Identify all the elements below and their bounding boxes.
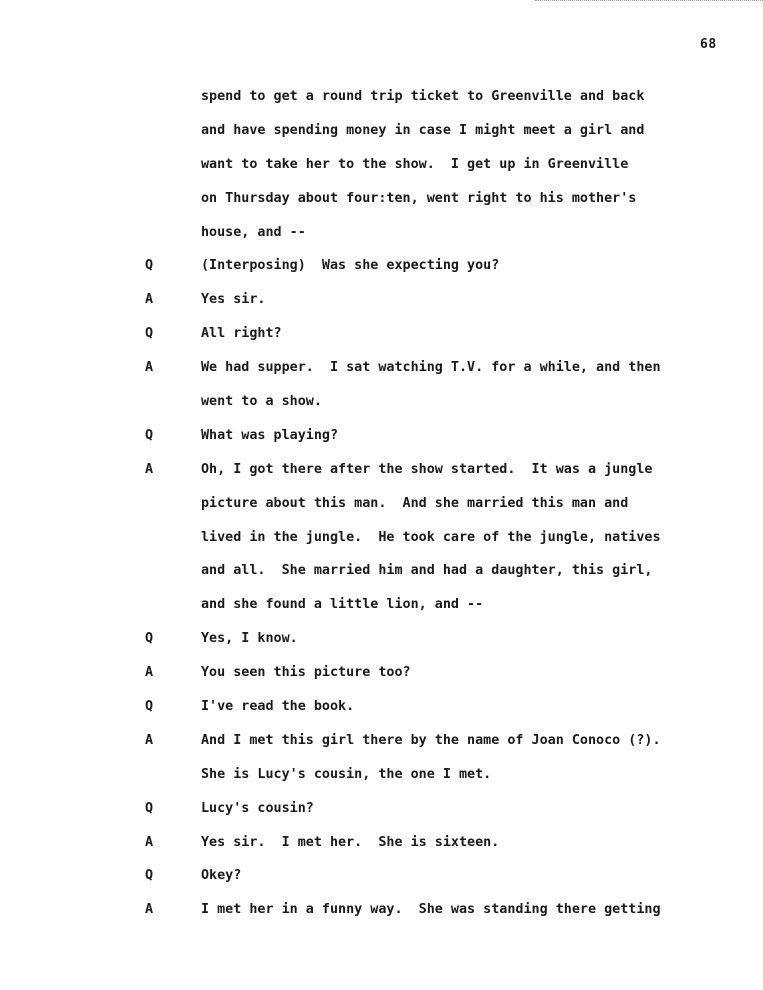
transcript-line <box>0 324 763 358</box>
line-text: picture about this man. And she married this man and <box>201 495 629 511</box>
speaker-label: A <box>145 665 154 681</box>
speaker-label: Q <box>145 631 154 647</box>
transcript-line <box>0 866 763 900</box>
line-text: You seen this picture too? <box>201 665 411 681</box>
line-text: want to take her to the show. I get up in Greenville <box>201 156 629 172</box>
transcript-line <box>0 223 763 257</box>
transcript-line <box>0 561 763 595</box>
transcript-line <box>0 663 763 697</box>
line-text: lived in the jungle. He took care of the jungle, natives <box>201 529 661 545</box>
top-edge-rule <box>535 0 763 1</box>
transcript-line <box>0 460 763 494</box>
speaker-label: A <box>145 292 154 308</box>
line-text: and all. She married him and had a daughter, this girl, <box>201 563 653 579</box>
transcript-line <box>0 392 763 426</box>
transcript-line <box>0 426 763 460</box>
line-text: All right? <box>201 326 282 342</box>
transcript-line <box>0 121 763 155</box>
transcript-line <box>0 697 763 731</box>
line-text: Yes sir. <box>201 292 266 308</box>
line-text: on Thursday about four:ten, went right to his mother's <box>201 190 637 206</box>
transcript-line <box>0 189 763 223</box>
line-text: Okey? <box>201 868 242 884</box>
speaker-label: Q <box>145 868 154 884</box>
line-text: Yes, I know. <box>201 631 298 647</box>
line-text: What was playing? <box>201 427 339 443</box>
speaker-label: Q <box>145 699 154 715</box>
transcript-line <box>0 765 763 799</box>
line-text: and have spending money in case I might meet a girl and <box>201 122 645 138</box>
speaker-label: Q <box>145 258 154 274</box>
line-text: spend to get a round trip ticket to Greenville and back <box>201 89 645 104</box>
speaker-label: Q <box>145 427 154 443</box>
transcript-line <box>0 290 763 324</box>
speaker-label: A <box>145 732 154 748</box>
transcript-line <box>0 528 763 562</box>
transcript-line <box>0 731 763 765</box>
speaker-label: A <box>145 461 154 477</box>
line-text: We had supper. I sat watching T.V. for a while, and then <box>201 360 661 376</box>
line-text: and she found a little lion, and -- <box>201 597 484 613</box>
page-number: 68 <box>700 37 717 52</box>
transcript-line <box>0 155 763 189</box>
transcript-line <box>0 87 763 121</box>
transcript-line <box>0 833 763 867</box>
line-text: I've read the book. <box>201 699 355 715</box>
transcript-line <box>0 256 763 290</box>
transcript-line <box>0 595 763 629</box>
speaker-label: Q <box>145 326 154 342</box>
transcript-body <box>0 87 763 934</box>
speaker-label: A <box>145 834 154 850</box>
line-text: Lucy's cousin? <box>201 800 314 816</box>
speaker-label: A <box>145 902 154 918</box>
transcript-line <box>0 799 763 833</box>
speaker-label: Q <box>145 800 154 816</box>
line-text: I met her in a funny way. She was standing there getting <box>201 902 661 918</box>
speaker-label: A <box>145 360 154 376</box>
line-text: And I met this girl there by the name of Joan Conoco (?). <box>201 732 661 748</box>
transcript-line <box>0 358 763 392</box>
transcript-line <box>0 900 763 934</box>
transcript-line <box>0 494 763 528</box>
transcript-line <box>0 629 763 663</box>
line-text: Yes sir. I met her. She is sixteen. <box>201 834 500 850</box>
line-text: (Interposing) Was she expecting you? <box>201 258 500 274</box>
line-text: She is Lucy's cousin, the one I met. <box>201 766 492 782</box>
line-text: house, and -- <box>201 224 306 240</box>
line-text: Oh, I got there after the show started. It was a jungle <box>201 461 653 477</box>
line-text: went to a show. <box>201 394 322 410</box>
